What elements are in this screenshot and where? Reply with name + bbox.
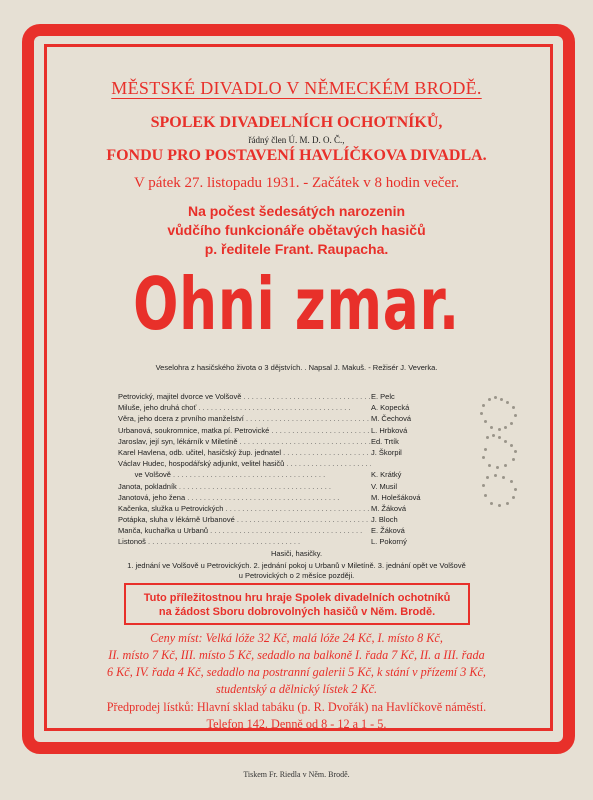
perforation-hole — [490, 426, 493, 429]
cast-row — [118, 402, 438, 413]
acts-line-2: u Petrovických o 2 měsíce později. — [238, 571, 355, 580]
perforation-hole — [504, 440, 507, 443]
fund-name: FONDU PRO POSTAVENÍ HAVLÍČKOVA DIVADLA. — [106, 147, 487, 164]
cast-role: Kačenka, služka u Petrovických . . . — [118, 503, 371, 514]
perforation-hole — [504, 426, 507, 429]
perforation-hole — [500, 398, 503, 401]
cast-role: Petrovický, majitel dvorce ve Volšově . . . — [118, 391, 371, 402]
cast-row — [118, 425, 438, 436]
firemen-line: Hasiči, hasičky. — [270, 549, 323, 558]
play-title: Ohni zmar. — [133, 262, 460, 346]
cast-row — [118, 458, 438, 469]
cast-row — [118, 481, 438, 492]
cast-actor: E. Žáková — [371, 526, 405, 536]
perforation-hole — [512, 496, 515, 499]
cast-actor: J. Škorpil — [371, 447, 402, 457]
perforation-hole — [486, 436, 489, 439]
perforation-hole — [484, 448, 487, 451]
cast-row — [118, 391, 438, 402]
perforation-hole — [510, 444, 513, 447]
notice-line-1: Tuto příležitostnou hru hraje Spolek divadelních ochotníků — [143, 592, 451, 604]
cast-actor: A. Kopecká — [371, 403, 410, 413]
perforation-hole — [482, 484, 485, 487]
cast-role: Manča, kuchařka u Urbanů . . . — [118, 525, 371, 536]
perforation-hole — [494, 396, 497, 399]
prices-line-2: II. místo 7 Kč, III. místo 5 Kč, sedadlo na balkoně I. řada 7 Kč, II. a III. řada — [108, 648, 485, 662]
cast-row — [118, 514, 438, 525]
honor-line-3: p. ředitele Frant. Raupacha. — [204, 241, 389, 257]
presale-line-1: Předprodej lístků: Hlavní sklad tabáku (p. R. Dvořák) na Havlíčkově náměstí. — [106, 700, 487, 714]
perforation-hole — [482, 404, 485, 407]
cast-role: Listonoš . . . — [118, 536, 371, 547]
perforation-hole — [514, 450, 517, 453]
cast-role: Janotová, jeho žena . . . — [118, 492, 371, 503]
cast-role: Miluše, jeho druhá choť . . . — [118, 402, 371, 413]
honor-line-1: Na počest šedesátých narozenin — [187, 203, 406, 219]
cast-actor: L. Pokorný — [371, 537, 407, 547]
cast-row — [118, 503, 438, 514]
cast-list — [118, 391, 438, 548]
cast-role: Karel Havlena, odb. učitel, hasičský žup. jednatel . . . — [118, 447, 371, 458]
perforation-hole — [514, 488, 517, 491]
cast-role: Věra, jeho dcera z prvního manželství . . . — [118, 413, 371, 424]
perforation-hole — [484, 420, 487, 423]
perforation-hole — [490, 502, 493, 505]
perforation-hole — [498, 436, 501, 439]
cast-row — [118, 536, 438, 547]
prices-line-3: 6 Kč, IV. řada 4 Kč, sedadlo na postranní galerii 5 Kč, k stání v přízemí 3 Kč, — [107, 665, 486, 679]
perforation-hole — [512, 406, 515, 409]
cast-actor: L. Hrbková — [371, 425, 408, 435]
perforation-hole — [506, 401, 509, 404]
perforation-hole — [488, 398, 491, 401]
cast-actor: M. Čechová — [371, 414, 412, 424]
cast-role: Potápka, sluha v lékárně Urbanové . . . — [118, 514, 371, 525]
notice-box — [124, 583, 470, 625]
cast-row — [118, 436, 438, 447]
perforation-hole — [492, 434, 495, 437]
presale-line-2: Telefon 142. Denně od 8 - 12 a 1 - 5. — [206, 717, 387, 731]
cast-actor: V. Musil — [371, 481, 397, 491]
perforation-stamp — [468, 392, 548, 522]
perforation-hole — [498, 504, 501, 507]
acts-line-1: 1. jednání ve Volšově u Petrovických. 2. jednání pokoj u Urbanů v Miletíně. 3. jednání opět ve Volšově — [127, 561, 466, 570]
cast-role: Urbanová, soukromnice, matka pí. Petrovické . . . — [118, 425, 371, 436]
cast-actor: K. Krátký — [371, 470, 402, 480]
perforation-hole — [502, 476, 505, 479]
cast-row — [118, 492, 438, 503]
theatre-name: MĚSTSKÉ DIVADLO V NĚMECKÉM BRODĚ. — [111, 78, 482, 98]
cast-row — [118, 469, 438, 480]
perforation-hole — [484, 494, 487, 497]
cast-actor: E. Pelc — [371, 392, 395, 401]
perforation-hole — [514, 414, 517, 417]
perforation-hole — [488, 464, 491, 467]
prices-line-1: Ceny míst: Velká lóže 32 Kč, malá lóže 24 Kč, I. místo 8 Kč, — [150, 631, 443, 645]
cast-role: Janota, pokladník . . . — [118, 481, 371, 492]
cast-role: Václav Hudec, hospodářský adjunkt, velitel hasičů . . . — [118, 458, 371, 469]
perforation-hole — [496, 466, 499, 469]
perforation-hole — [506, 502, 509, 505]
notice-line-2: na žádost Sboru dobrovolných hasičů v Něm. Brodě. — [158, 606, 436, 618]
cast-actor: M. Žáková — [371, 503, 407, 513]
perforation-hole — [510, 422, 513, 425]
perforation-hole — [494, 474, 497, 477]
cast-actor: J. Bloch — [371, 515, 398, 525]
cast-actor: Ed. Trtík — [371, 436, 399, 446]
honor-line-2: vůdčího funkcionáře obětavých hasičů — [167, 222, 426, 238]
perforation-hole — [510, 480, 513, 483]
cast-row — [118, 525, 438, 536]
cast-role: Jaroslav, její syn, lékárník v Miletíně . . . — [118, 436, 371, 447]
perforation-hole — [512, 458, 515, 461]
membership-line: řádný člen Ú. M. D. O. Č., — [248, 135, 345, 145]
cast-row — [118, 447, 438, 458]
cast-actor: M. Holešáková — [371, 492, 421, 502]
perforation-hole — [504, 464, 507, 467]
perforation-hole — [486, 476, 489, 479]
printer-credit: Tiskem Fr. Riedla v Něm. Brodě. — [243, 770, 350, 779]
cast-role: ve Volšově . . . — [118, 469, 371, 480]
perforation-hole — [482, 456, 485, 459]
genre-line: Veselohra z hasičského života o 3 dějstvích. . Napsal J. Makuš. - Režisér J. Veverka. — [155, 363, 438, 372]
prices-line-4: studentský a dělnický lístek 2 Kč. — [215, 682, 378, 696]
date-line: V pátek 27. listopadu 1931. - Začátek v 8 hodin večer. — [133, 175, 460, 191]
society-name: SPOLEK DIVADELNÍCH OCHOTNÍKŮ, — [150, 114, 443, 131]
perforation-hole — [498, 428, 501, 431]
perforation-hole — [480, 412, 483, 415]
cast-row — [118, 413, 438, 424]
